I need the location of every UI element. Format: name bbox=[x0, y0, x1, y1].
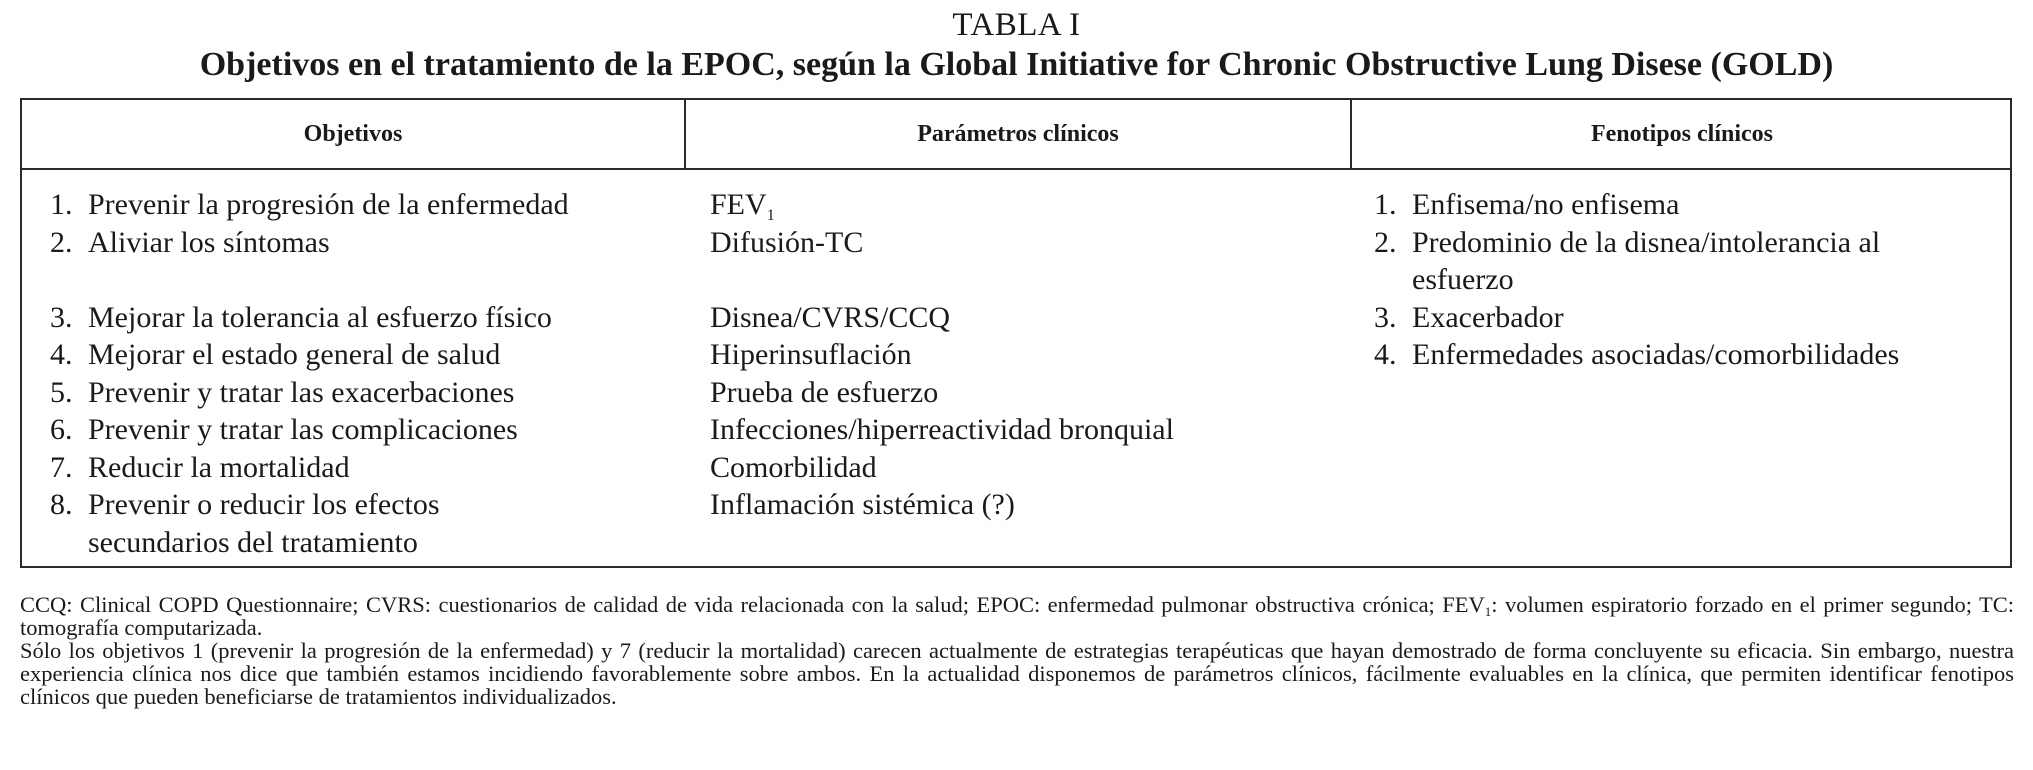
row-spacer bbox=[50, 261, 680, 299]
item-number: 3. bbox=[50, 300, 73, 334]
list-item bbox=[50, 486, 520, 561]
item-text: Mejorar la tolerancia al esfuerzo físico bbox=[88, 300, 552, 334]
list-item bbox=[1374, 336, 2004, 374]
goals-table bbox=[20, 98, 2012, 568]
param-item: Difusión-TC bbox=[710, 225, 864, 259]
param-item: Comorbilidad bbox=[710, 450, 877, 484]
column-header-parametros: Parámetros clínicos bbox=[686, 100, 1352, 170]
item-number: 7. bbox=[50, 450, 73, 484]
fev-label: FEV bbox=[710, 188, 767, 221]
param-item: Disnea/CVRS/CCQ bbox=[710, 300, 951, 334]
item-text: Predominio de la disnea/intolerancia al esfuerzo bbox=[1412, 225, 1881, 296]
explanatory-note: Sólo los objetivos 1 (prevenir la progresión de la enfermedad) y 7 (reducir la mortalidad) carecen actualmente de estrategias terapéuticas que hayan demostrado de forma concluyente su eficacia. Sin embargo, nuestra experiencia clínica nos dice que también estamos incidiendo favorablemente sobre ambos. En la actualidad disponemos de parámetros clínicos, fácilmente evaluables en la clínica, que permiten identificar fenotipos clínicos que pueden beneficiarse de tratamientos individualizados. bbox=[20, 638, 2014, 709]
item-text: Enfermedades asociadas/comorbilidades bbox=[1412, 338, 1900, 371]
item-number: 8. bbox=[50, 488, 73, 521]
item-number: 2. bbox=[1374, 225, 1397, 259]
param-item: Infecciones/hiperreactividad bronquial bbox=[710, 413, 1174, 446]
fev-subscript: 1 bbox=[766, 207, 775, 224]
table-label: TABLA I bbox=[952, 7, 1081, 43]
abbrev-text-start: CCQ: Clinical COPD Questionnaire; CVRS: cuestionarios de calidad de vida relacionada con la salud; EPOC: enfermedad pulmonar obstructiva crónica; FEV bbox=[20, 592, 1485, 617]
item-number: 3. bbox=[1374, 300, 1397, 334]
list-item bbox=[50, 374, 680, 412]
list-item bbox=[50, 299, 680, 337]
fev-subscript: 1 bbox=[1484, 604, 1492, 619]
item-text: Prevenir y tratar las complicaciones bbox=[88, 413, 518, 446]
list-item bbox=[50, 411, 680, 449]
list-item bbox=[50, 449, 680, 487]
table-title: Objetivos en el tratamiento de la EPOC, según la Global Initiative for Chronic Obstructive Lung Disese (GOLD) bbox=[199, 46, 1834, 83]
item-text: Exacerbador bbox=[1412, 300, 1564, 334]
fenotipos-column bbox=[1374, 186, 2004, 374]
abbrev-text-end: : volumen espiratorio forzado en el primer segundo; TC: tomografía computarizada. bbox=[20, 592, 2014, 640]
item-text: Aliviar los síntomas bbox=[88, 225, 330, 259]
item-text: Enfisema/no enfisema bbox=[1412, 188, 1680, 221]
item-number: 4. bbox=[50, 338, 73, 371]
item-text: Prevenir y tratar las exacerbaciones bbox=[88, 375, 515, 409]
param-fev bbox=[710, 186, 1340, 224]
item-text: Prevenir la progresión de la enfermedad bbox=[88, 188, 569, 221]
list-item bbox=[50, 186, 680, 224]
column-header-fenotipos: Fenotipos clínicos bbox=[1352, 100, 2012, 170]
table-caption bbox=[0, 6, 2033, 86]
row-spacer bbox=[710, 261, 1340, 299]
item-number: 6. bbox=[50, 413, 73, 446]
item-text: Mejorar el estado general de salud bbox=[88, 338, 501, 371]
item-number: 1. bbox=[50, 188, 73, 221]
parametros-column bbox=[710, 186, 1340, 524]
item-number: 1. bbox=[1374, 188, 1397, 221]
table-footnotes bbox=[20, 593, 2014, 708]
list-item bbox=[50, 224, 680, 262]
param-item: Inflamación sistémica (?) bbox=[710, 488, 1015, 521]
abbreviations-note bbox=[20, 593, 2014, 639]
item-text: Prevenir o reducir los efectos secundarios del tratamiento bbox=[88, 488, 440, 559]
param-item: Prueba de esfuerzo bbox=[710, 375, 939, 409]
list-item bbox=[1374, 299, 2004, 337]
list-item bbox=[50, 336, 680, 374]
item-number: 2. bbox=[50, 225, 73, 259]
param-item: Hiperinsuflación bbox=[710, 338, 912, 371]
item-number: 5. bbox=[50, 375, 73, 409]
column-header-objetivos: Objetivos bbox=[22, 100, 686, 170]
item-number: 4. bbox=[1374, 338, 1397, 371]
list-item bbox=[1374, 186, 2004, 224]
objetivos-column bbox=[50, 186, 680, 561]
item-text: Reducir la mortalidad bbox=[88, 450, 350, 484]
list-item bbox=[1374, 224, 1954, 299]
